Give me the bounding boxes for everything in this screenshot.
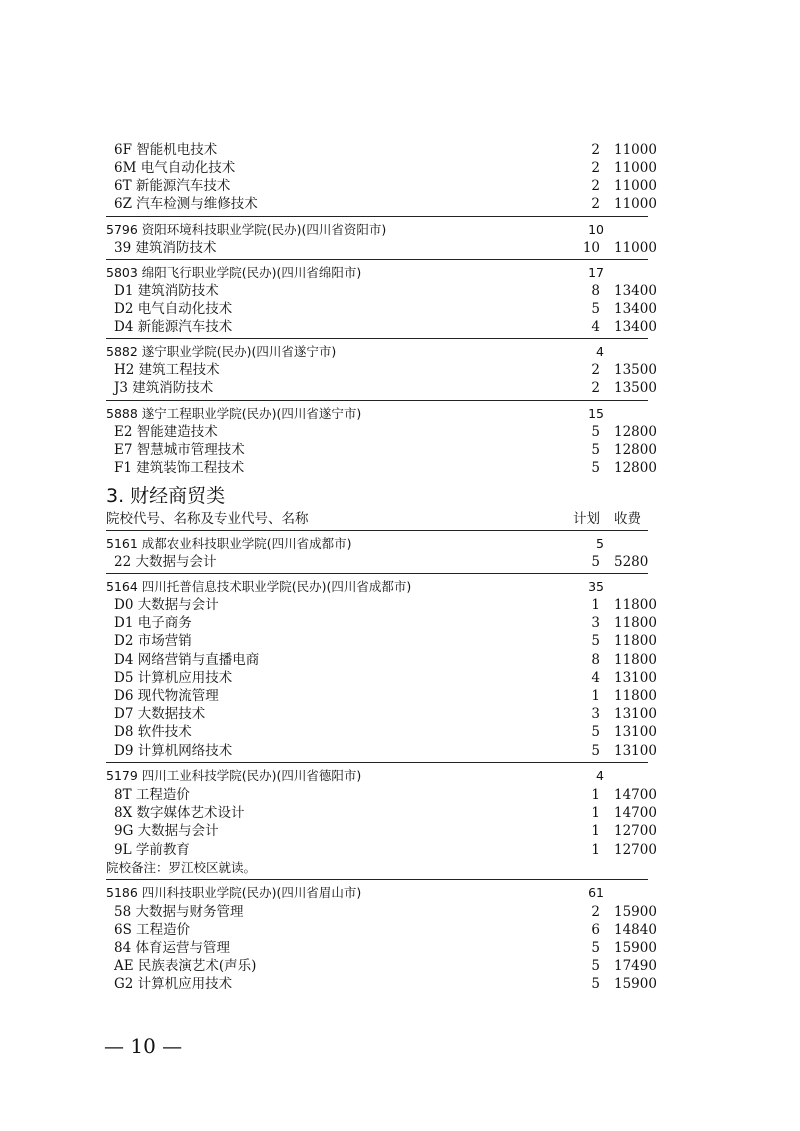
- plan-count: 15: [588, 406, 604, 421]
- plan-count: 5: [591, 940, 600, 956]
- tuition-fee: 15900: [614, 940, 657, 956]
- tuition-fee: 17490: [614, 958, 657, 974]
- major-name: AE 民族表演艺术(声乐): [114, 958, 257, 974]
- plan-count: 2: [591, 196, 600, 212]
- plan-count: 8: [591, 652, 600, 668]
- page-number: — 10 —: [104, 1034, 183, 1058]
- tuition-fee: 13400: [614, 283, 657, 299]
- plan-count: 5: [591, 554, 600, 570]
- tuition-fee: 14840: [614, 922, 657, 938]
- major-row: [0, 177, 800, 195]
- major-name: 6S 工程造价: [114, 922, 191, 938]
- tuition-fee: 11000: [614, 240, 657, 256]
- school-name: 5888 遂宁工程职业学院(民办)(四川省遂宁市): [106, 406, 362, 421]
- school-row: [0, 264, 800, 282]
- tuition-fee: 13100: [614, 743, 657, 759]
- major-row: [0, 632, 800, 650]
- plan-count: 4: [591, 670, 600, 686]
- major-name: 22 大数据与会计: [114, 554, 217, 570]
- major-name: 6Z 汽车检测与维修技术: [114, 196, 258, 212]
- plan-count: 2: [591, 178, 600, 194]
- major-row: [0, 282, 800, 300]
- tuition-fee: 13400: [614, 301, 657, 317]
- major-name: D1 建筑消防技术: [114, 283, 219, 299]
- major-name: 84 体育运营与管理: [114, 940, 230, 956]
- school-row: [0, 405, 800, 423]
- plan-count: 35: [588, 579, 604, 594]
- plan-count: 4: [596, 344, 604, 359]
- school-name: 5796 资阳环境科技职业学院(民办)(四川省资阳市): [106, 222, 387, 237]
- major-row: [0, 651, 800, 669]
- tuition-fee: 12800: [614, 424, 657, 440]
- major-row: [0, 841, 800, 859]
- plan-count: 5: [591, 743, 600, 759]
- plan-count: 5: [591, 424, 600, 440]
- column-header-row: [0, 510, 800, 528]
- tuition-fee: 12800: [614, 442, 657, 458]
- school-row: [0, 221, 800, 239]
- tuition-fee: 12800: [614, 460, 657, 476]
- major-name: 58 大数据与财务管理: [114, 904, 244, 920]
- tuition-fee: 12700: [614, 842, 657, 858]
- major-name: E7 智慧城市管理技术: [114, 442, 245, 458]
- tuition-fee: 13100: [614, 670, 657, 686]
- major-row: [0, 159, 800, 177]
- major-row: [0, 723, 800, 741]
- tuition-fee: 14700: [614, 787, 657, 803]
- major-row: [0, 687, 800, 705]
- major-name: D1 电子商务: [114, 615, 192, 631]
- plan-count: 1: [591, 805, 600, 821]
- plan-count: 2: [591, 904, 600, 920]
- major-row: [0, 379, 800, 397]
- major-row: [0, 742, 800, 760]
- note-text: 院校备注：罗江校区就读。: [106, 860, 257, 875]
- major-name: D2 电气自动化技术: [114, 301, 233, 317]
- major-name: H2 建筑工程技术: [114, 362, 220, 378]
- school-name: 5179 四川工业科技学院(民办)(四川省德阳市): [106, 768, 362, 783]
- tuition-fee: 5280: [614, 554, 649, 570]
- major-name: D5 计算机应用技术: [114, 670, 233, 686]
- major-row: [0, 318, 800, 336]
- row-divider: [106, 573, 648, 574]
- plan-count: 17: [588, 265, 604, 280]
- school-row: [0, 884, 800, 902]
- tuition-fee: 11800: [614, 633, 657, 649]
- plan-count: 1: [591, 688, 600, 704]
- school-row: [0, 535, 800, 553]
- plan-count: 5: [591, 724, 600, 740]
- major-row: [0, 553, 800, 571]
- major-name: 6F 智能机电技术: [114, 142, 218, 158]
- tuition-fee: 11800: [614, 652, 657, 668]
- column-header-name: 院校代号、名称及专业代号、名称: [106, 511, 309, 527]
- plan-count: 4: [596, 768, 604, 783]
- tuition-fee: 11000: [614, 178, 657, 194]
- row-divider: [106, 879, 648, 880]
- column-header-fee: 收费: [614, 511, 641, 527]
- major-row: [0, 822, 800, 840]
- plan-count: 5: [591, 460, 600, 476]
- plan-count: 5: [591, 301, 600, 317]
- major-name: D4 网络营销与直播电商: [114, 652, 260, 668]
- tuition-fee: 13400: [614, 319, 657, 335]
- school-row: [0, 767, 800, 785]
- plan-count: 5: [596, 536, 604, 551]
- plan-count: 4: [591, 319, 600, 335]
- major-row: [0, 459, 800, 477]
- major-row: [0, 939, 800, 957]
- major-name: E2 智能建造技术: [114, 424, 218, 440]
- school-name: 5186 四川科技职业学院(民办)(四川省眉山市): [106, 885, 362, 900]
- tuition-fee: 11000: [614, 160, 657, 176]
- row-divider: [106, 338, 648, 339]
- major-row: [0, 705, 800, 723]
- major-name: 6T 新能源汽车技术: [114, 178, 231, 194]
- tuition-fee: 13500: [614, 380, 657, 396]
- plan-count: 5: [591, 976, 600, 992]
- major-row: [0, 975, 800, 993]
- major-name: J3 建筑消防技术: [114, 380, 214, 396]
- major-name: 9L 学前教育: [114, 842, 190, 858]
- tuition-fee: 14700: [614, 805, 657, 821]
- major-row: [0, 957, 800, 975]
- plan-count: 2: [591, 362, 600, 378]
- plan-count: 1: [591, 787, 600, 803]
- school-name: 5161 成都农业科技职业学院(四川省成都市): [106, 536, 352, 551]
- row-divider: [106, 259, 648, 260]
- plan-count: 1: [591, 842, 600, 858]
- major-name: 8X 数字媒体艺术设计: [114, 805, 245, 821]
- tuition-fee: 11800: [614, 688, 657, 704]
- plan-count: 2: [591, 380, 600, 396]
- plan-count: 10: [582, 240, 600, 256]
- school-row: [0, 578, 800, 596]
- plan-count: 5: [591, 442, 600, 458]
- tuition-fee: 15900: [614, 976, 657, 992]
- major-row: [0, 441, 800, 459]
- tuition-fee: 11800: [614, 597, 657, 613]
- school-row: [0, 343, 800, 361]
- major-name: D9 计算机网络技术: [114, 743, 233, 759]
- column-header-plan: 计划: [573, 511, 600, 527]
- major-row: [0, 786, 800, 804]
- school-name: 5803 绵阳飞行职业学院(民办)(四川省绵阳市): [106, 265, 362, 280]
- major-row: [0, 921, 800, 939]
- tuition-fee: 11000: [614, 142, 657, 158]
- plan-count: 2: [591, 142, 600, 158]
- major-name: 39 建筑消防技术: [114, 240, 217, 256]
- tuition-fee: 15900: [614, 904, 657, 920]
- major-name: 9G 大数据与会计: [114, 823, 219, 839]
- major-row: [0, 239, 800, 257]
- major-row: [0, 423, 800, 441]
- major-row: [0, 361, 800, 379]
- major-row: [0, 141, 800, 159]
- row-divider: [106, 400, 648, 401]
- plan-count: 61: [588, 885, 604, 900]
- major-name: 8T 工程造价: [114, 787, 190, 803]
- school-name: 5164 四川托普信息技术职业学院(民办)(四川省成都市): [106, 579, 412, 594]
- major-row: [0, 195, 800, 213]
- tuition-fee: 13500: [614, 362, 657, 378]
- major-name: G2 计算机应用技术: [114, 976, 233, 992]
- major-row: [0, 596, 800, 614]
- plan-count: 5: [591, 958, 600, 974]
- tuition-fee: 11000: [614, 196, 657, 212]
- plan-count: 2: [591, 160, 600, 176]
- major-name: D8 软件技术: [114, 724, 192, 740]
- major-name: D6 现代物流管理: [114, 688, 219, 704]
- section-heading: 3. 财经商贸类: [106, 485, 226, 507]
- major-name: D4 新能源汽车技术: [114, 319, 233, 335]
- major-name: F1 建筑装饰工程技术: [114, 460, 245, 476]
- major-name: D2 市场营销: [114, 633, 192, 649]
- major-name: 6M 电气自动化技术: [114, 160, 236, 176]
- tuition-fee: 13100: [614, 724, 657, 740]
- major-row: [0, 804, 800, 822]
- major-row: [0, 669, 800, 687]
- plan-count: 8: [591, 283, 600, 299]
- plan-count: 10: [588, 222, 604, 237]
- plan-count: 6: [591, 922, 600, 938]
- row-divider: [106, 216, 648, 217]
- plan-count: 3: [591, 706, 600, 722]
- row-divider: [106, 530, 648, 531]
- school-name: 5882 遂宁职业学院(民办)(四川省遂宁市): [106, 344, 337, 359]
- row-divider: [106, 762, 648, 763]
- major-name: D0 大数据与会计: [114, 597, 219, 613]
- major-name: D7 大数据技术: [114, 706, 206, 722]
- tuition-fee: 12700: [614, 823, 657, 839]
- plan-count: 1: [591, 597, 600, 613]
- school-note: [0, 859, 800, 877]
- major-row: [0, 300, 800, 318]
- tuition-fee: 11800: [614, 615, 657, 631]
- plan-count: 3: [591, 615, 600, 631]
- tuition-fee: 13100: [614, 706, 657, 722]
- plan-count: 5: [591, 633, 600, 649]
- major-row: [0, 614, 800, 632]
- plan-count: 1: [591, 823, 600, 839]
- major-row: [0, 903, 800, 921]
